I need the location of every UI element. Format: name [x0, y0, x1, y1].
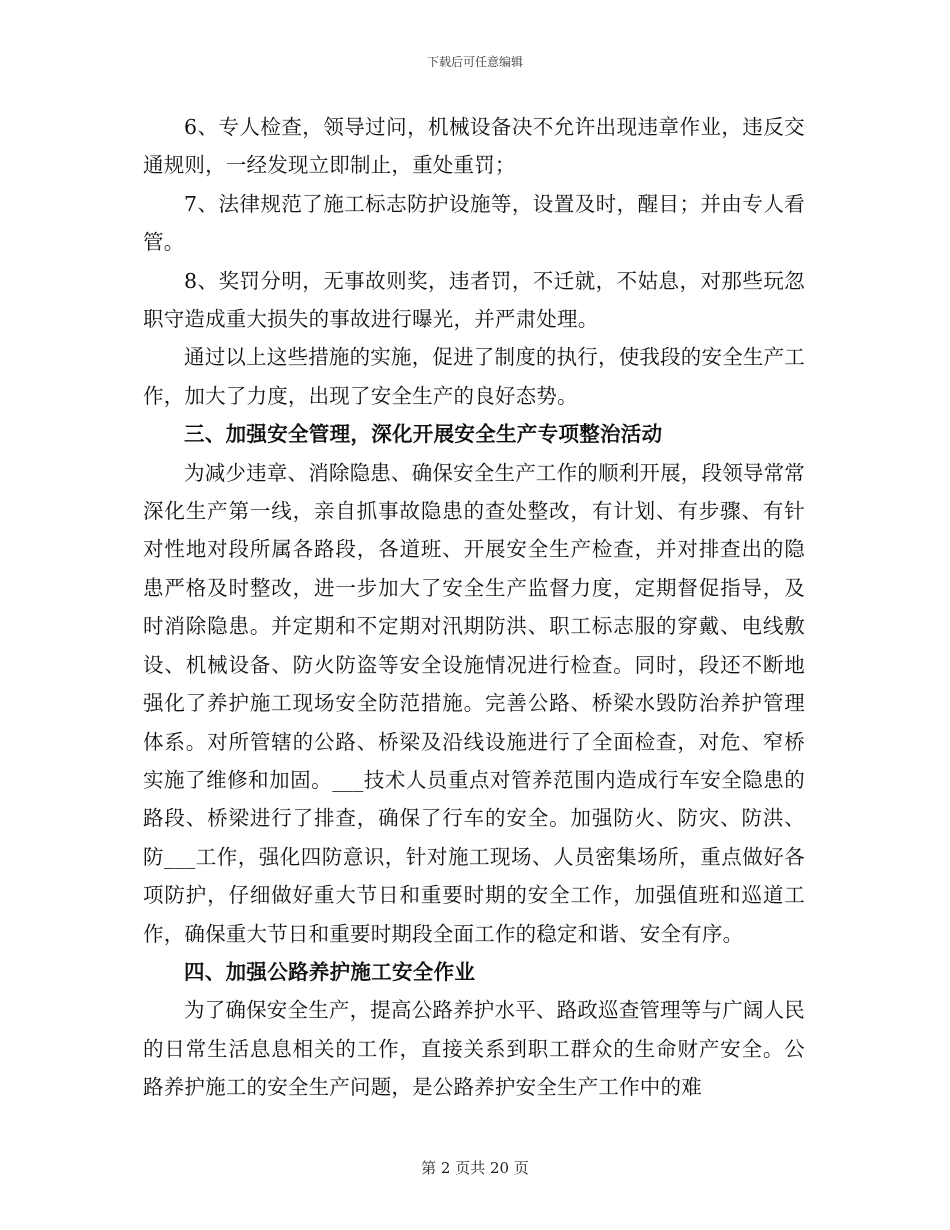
paragraph-section-3: 为减少违章、消除隐患、确保安全生产工作的顺利开展，段领导常常深化生产第一线，亲自抓事故隐患的查处整改，有计划、有步骤、有针对性地对段所属各路段，各道班、开展安全生产检查，并对排查出的隐患严格及时整改，进一步加大了安全生产监督力度，定期督促指导，及时消除隐患。并定期和不定期对汛期防洪、职工标志服的穿戴、电线敷设、机械设备、防火防盗等安全设施情况进行检查。同时，段还不断地强化了养护施工现场安全防范措施。完善公路、桥梁水毁防治养护管理体系。对所管辖的公路、桥梁及沿线设施进行了全面检查，对危、窄桥实施了维修和加固。___技术人员重点对管养范围内造成行车安全隐患的路段、桥梁进行了排查，确保了行车的安全。加强防火、防灾、防洪、防___工作，强化四防意识，针对施工现场、人员密集场所，重点做好各项防护，仔细做好重大节日和重要时期的安全工作，加强值班和巡道工作，确保重大节日和重要时期段全面工作的稳定和谐、安全有序。 — [143, 460, 805, 946]
paragraph-item-8: 8、奖罚分明，无事故则奖，违者罚，不迁就，不姑息，对那些玩忽职守造成重大损失的事故进行曝光，并严肃处理。 — [143, 268, 805, 332]
page-header: 下载后可任意编辑 — [426, 55, 523, 69]
paragraph-summary: 通过以上这些措施的实施，促进了制度的执行，使我段的安全生产工作，加大了力度，出现了安全生产的良好态势。 — [143, 345, 805, 408]
section-heading-3: 三、加强安全管理，深化开展安全生产专项整治活动 — [184, 422, 663, 447]
page-number: 第 2 页共 20 页 — [421, 1159, 529, 1177]
paragraph-section-4: 为了确保安全生产，提高公路养护水平、路政巡查管理等与广阔人民的日常生活息息相关的工作，直接关系到职工群众的生命财产安全。公路养护施工的安全生产问题，是公路养护安全生产工作中的难 — [143, 998, 805, 1100]
paragraph-item-7: 7、法律规范了施工标志防护设施等，设置及时，醒目；并由专人看管。 — [143, 191, 805, 255]
paragraph-item-6: 6、专人检查，领导过问，机械设备决不允许出现违章作业，违反交通规则，一经发现立即制止，重处重罚； — [143, 115, 805, 178]
document-body — [143, 108, 805, 1107]
section-heading-4: 四、加强公路养护施工安全作业 — [184, 959, 476, 984]
